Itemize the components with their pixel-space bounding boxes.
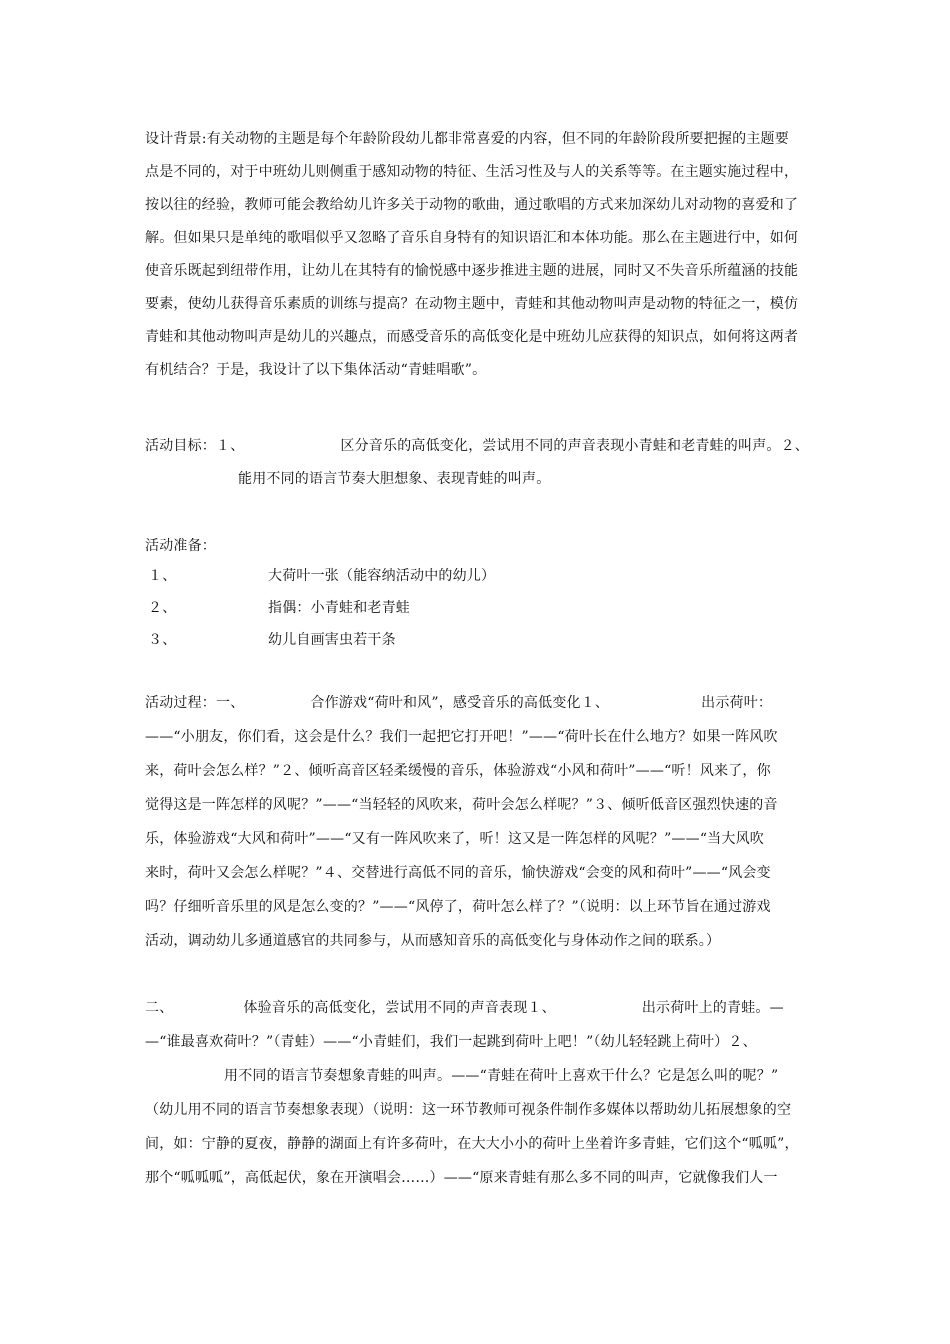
background-line: 使音乐既起到纽带作用，让幼儿在其特有的愉悦感中逐步推进主题的进展，同时又不失音乐所蕴涵的技能 [145,263,799,279]
background-line: 点是不同的，对于中班幼儿则侧重于感知动物的特征、生活习性及与人的关系等等。在主题实施过程中， [145,164,799,180]
process-line: 来，荷叶会怎么样？”２、倾听高音区轻柔缓慢的音乐，体验游戏“小风和荷叶”——“听！风来了，你 [145,763,771,779]
part2-line: 那个“呱呱呱”，高低起伏，象在开演唱会……）——“原来青蛙有那么多不同的叫声，它就像我们人一 [145,1170,778,1186]
part2-line-2: —“谁最喜欢荷叶？”（青蛙）——“小青蛙们，我们一起跳到荷叶上吧！”（幼儿轻轻跳上荷叶）２、 [145,1034,757,1050]
prep-item-number: １、 [148,568,177,584]
part2-number: 二、 [145,1000,174,1016]
prep-item-text: 大荷叶一张（能容纳活动中的幼儿） [268,568,496,584]
process-line: 乐，体验游戏“大风和荷叶”——“又有一阵风吹来了，听！这又是一阵怎样的风呢？”——“当大风吹 [145,831,764,847]
goal-1: 区分音乐的高低变化，尝试用不同的声音表现小青蛙和老青蛙的叫声。２、 [340,438,810,454]
part2-line: （幼儿用不同的语言节奏想象表现）（说明：这一环节教师可视条件制作多媒体以帮助幼儿拓展想象的空 [145,1102,792,1118]
part2-title: 体验音乐的高低变化，尝试用不同的声音表现１、 [243,1000,556,1016]
process-line: 来时，荷叶又会怎么样呢？”４、交替进行高低不同的音乐，愉快游戏“会变的风和荷叶”——“风会变 [145,865,771,881]
background-line: 有机结合？于是，我设计了以下集体活动“青蛙唱歌”。 [145,362,487,378]
background-line: 设计背景:有关动物的主题是每个年龄阶段幼儿都非常喜爱的内容，但不同的年龄阶段所要把握的主题要 [145,131,789,147]
step1-show: 出示荷叶： [701,695,773,711]
goals-label: 活动目标：１、 [145,438,245,454]
process-line: 活动，调动幼儿多通道感官的共同参与，从而感知音乐的高低变化与身体动作之间的联系。） [145,933,721,949]
prep-item-number: ３、 [148,632,177,648]
background-line: 青蛙和其他动物叫声是幼儿的兴趣点，而感受音乐的高低变化是中班幼儿应获得的知识点，如何将这两者 [145,329,799,345]
prep-item-number: ２、 [148,600,177,616]
process-label: 活动过程：一、 [145,695,245,711]
step1-title: 合作游戏“荷叶和风”，感受音乐的高低变化１、 [310,695,610,711]
background-line: 按以往的经验，教师可能会教给幼儿许多关于动物的歌曲，通过歌唱的方式来加深幼儿对动物的喜爱和了 [145,197,799,213]
background-line: 解。但如果只是单纯的歌唱似乎又忽略了音乐自身特有的知识语汇和本体功能。那么在主题进行中，如何 [145,230,799,246]
goals-line-1 [145,436,809,456]
part2-line: 间，如：宁静的夏夜，静静的湖面上有许多荷叶，在大大小小的荷叶上坐着许多青蛙，它们这个“呱呱”， [145,1136,799,1152]
process-line: ——“小朋友，你们看，这会是什么？我们一起把它打开吧！”——“荷叶长在什么地方？如果一阵风吹 [145,729,778,745]
part2-show: 出示荷叶上的青蛙。— [641,1000,784,1016]
prep-label: 活动准备： [145,538,216,554]
prep-item-text: 指偶：小青蛙和老青蛙 [268,600,410,616]
part2-line-1 [145,998,784,1018]
process-line-1 [145,693,772,713]
process-line: 觉得这是一阵怎样的风呢？”——“当轻轻的风吹来，荷叶会怎么样呢？”３、倾听低音区强烈快速的音 [145,797,778,813]
goal-2: 能用不同的语言节奏大胆想象、表现青蛙的叫声。 [238,471,551,487]
process-line: 吗？仔细听音乐里的风是怎么变的？”——“风停了，荷叶怎么样了？”（说明：以上环节旨在通过游戏 [145,899,771,915]
part2-line-3: 用不同的语言节奏想象青蛙的叫声。——“青蛙在荷叶上喜欢干什么？它是怎么叫的呢？” [224,1068,779,1084]
prep-item-text: 幼儿自画害虫若干条 [268,632,396,648]
background-line: 要素，使幼儿获得音乐素质的训练与提高？在动物主题中，青蛙和其他动物叫声是动物的特征之一，模仿 [145,296,799,312]
